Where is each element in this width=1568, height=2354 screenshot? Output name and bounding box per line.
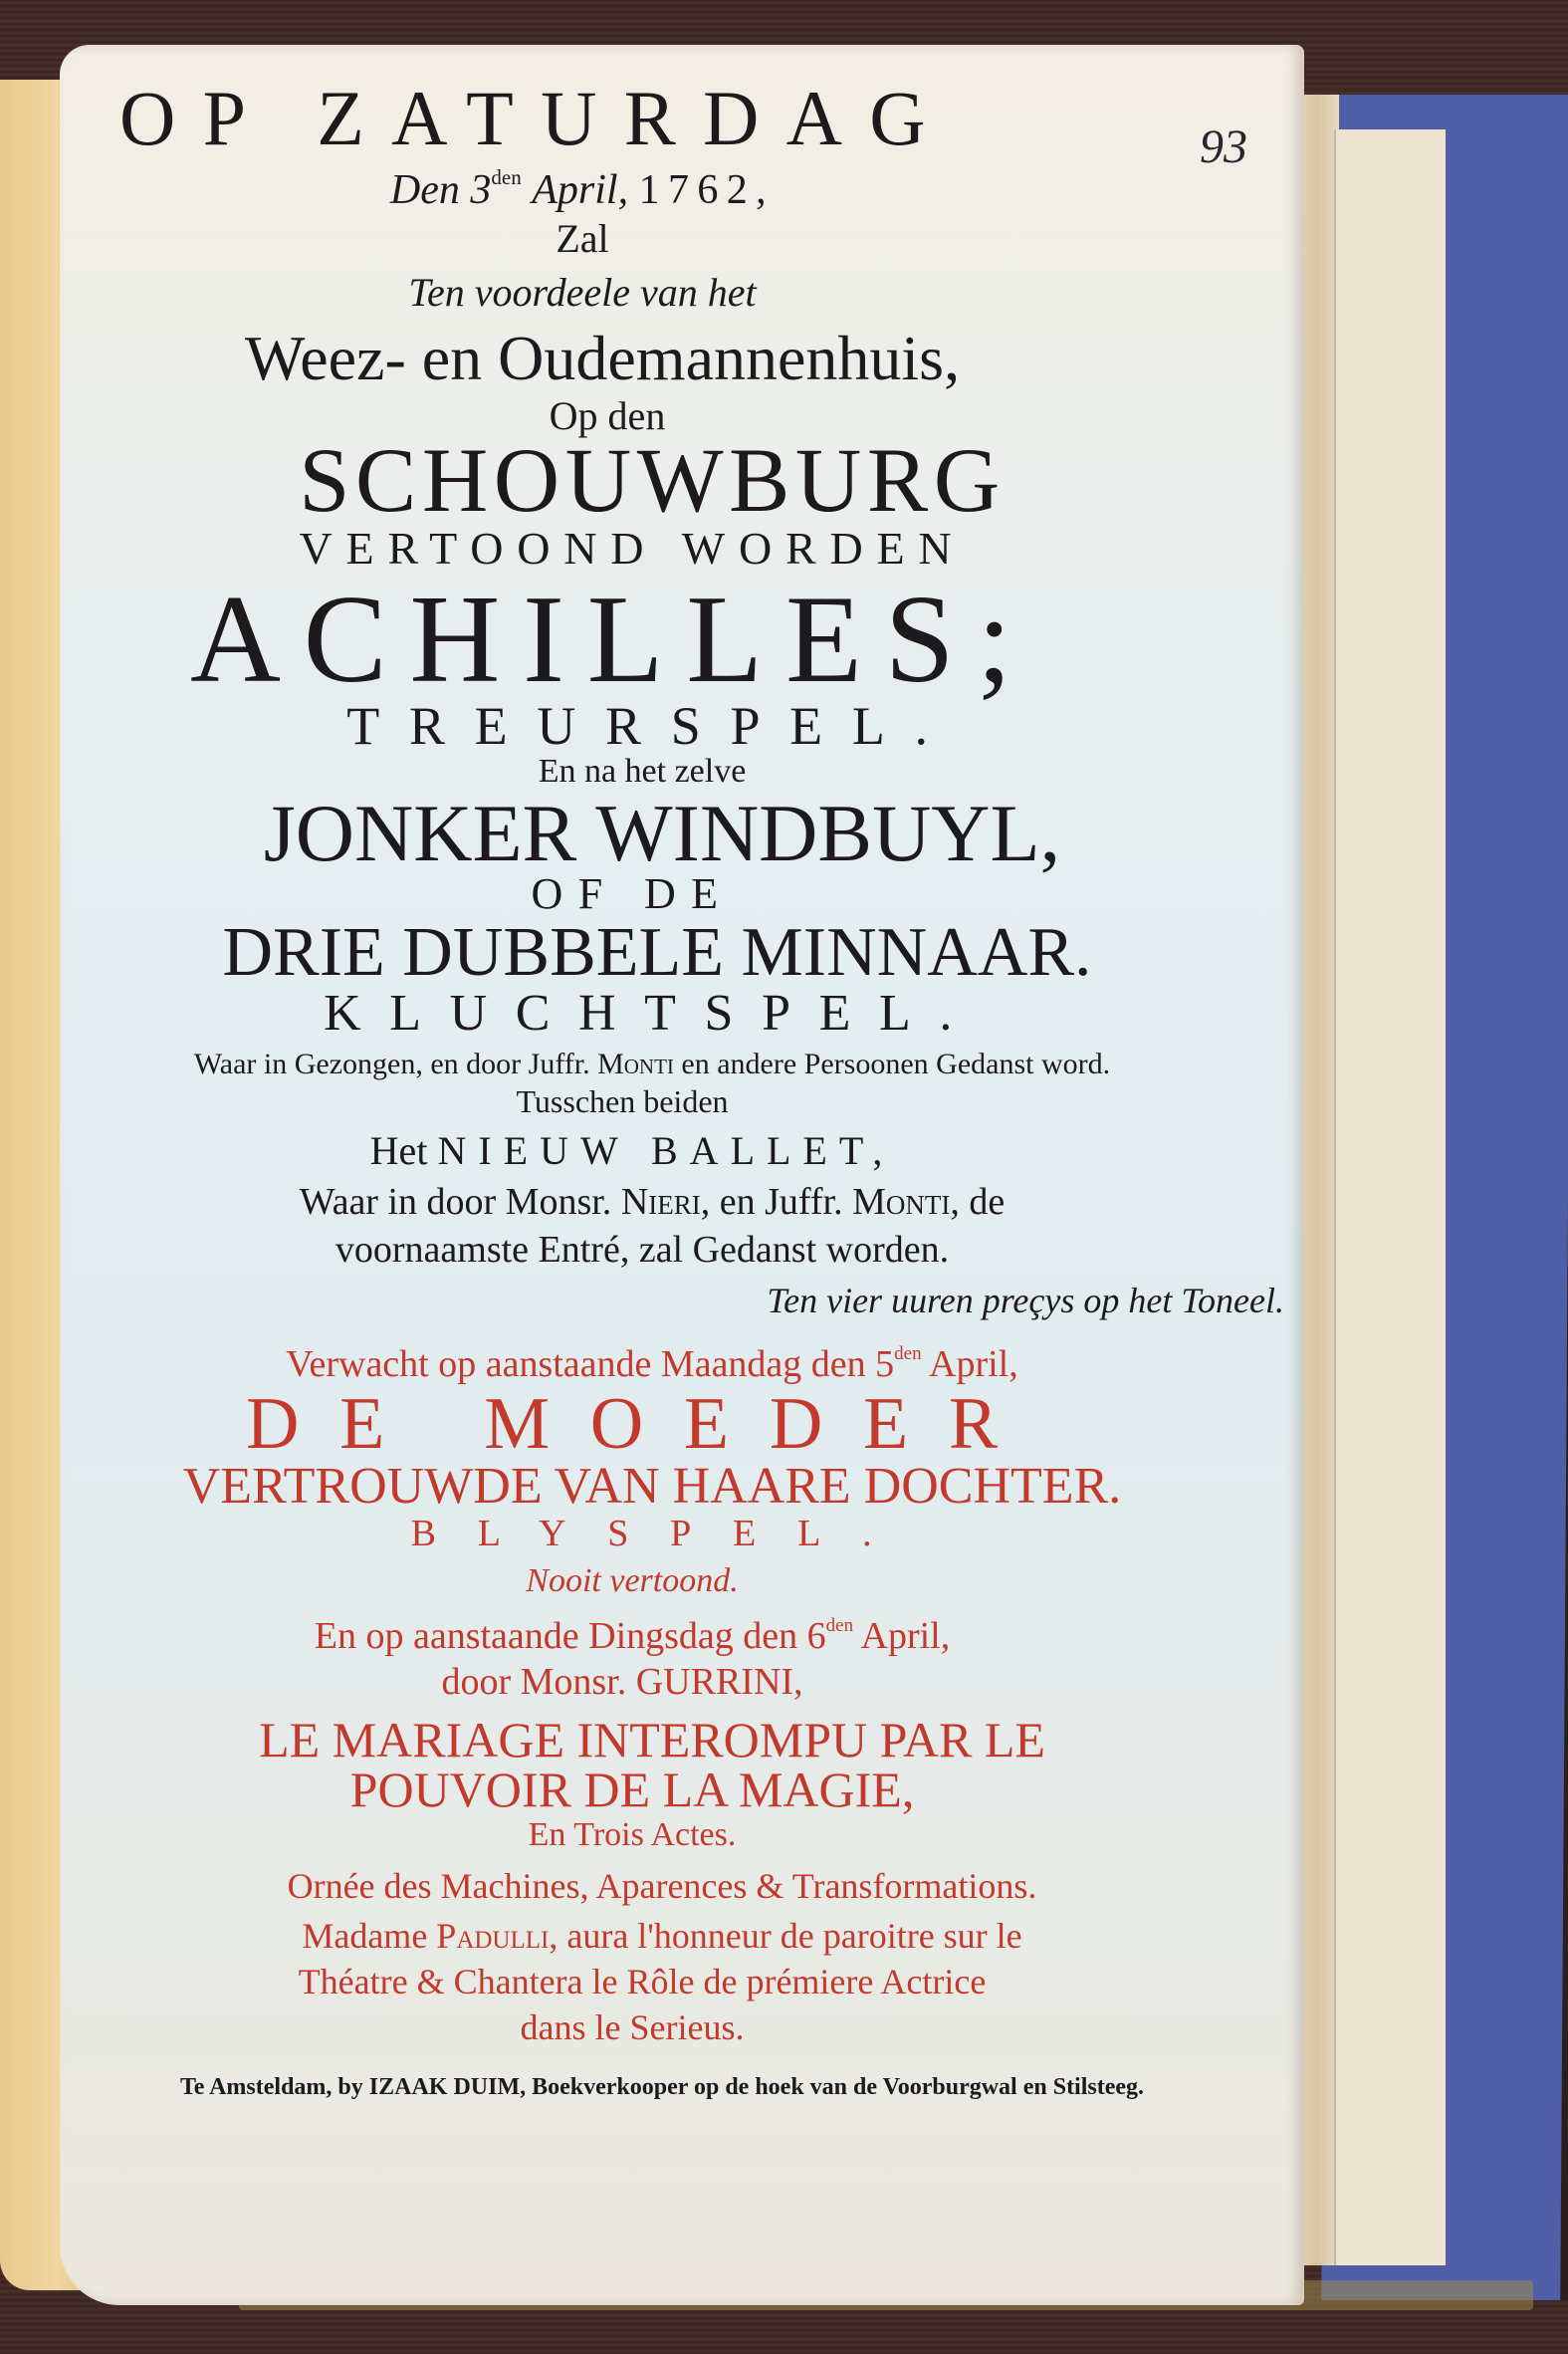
op-den: Op den <box>549 392 666 438</box>
after-line: En na het zelve <box>538 752 747 790</box>
imprint: Te Amsteldam, by IZAAK DUIM, Boekverkooper op de hoek van de Voorburgwal en Stilsteeg. <box>179 2074 1145 2101</box>
padulli-line-3: dans le Serieus. <box>520 2007 745 2048</box>
play4-acts: En Trois Actes. <box>528 1816 737 1854</box>
page-number: 93 <box>1200 120 1247 173</box>
padulli-line-2: Théatre & Chantera le Rôle de prémiere Actrice <box>298 1962 987 2002</box>
play2-genre: KLUCHTSPEL. <box>324 984 981 1042</box>
play1-genre: TREURSPEL. <box>346 695 958 756</box>
expected-line: Verwacht op aanstaande Maandag den $5^{den}$ April, <box>286 1342 1018 1385</box>
date-line: Den $3^{den}$ April, 1762, <box>389 165 776 213</box>
play2-note: Waar in Gezongen, en door Juffr. Monti en andere Persoonen Gedanst word. <box>193 1047 1111 1080</box>
day-heading: OP ZATURDAG <box>119 75 953 161</box>
benefit-line: Ten voordeele van het <box>408 269 757 315</box>
play3-genre: BLYSPEL. <box>410 1512 914 1554</box>
shown-line: VERTOOND WORDEN <box>299 522 966 574</box>
play4-title-2: POUVOIR DE LA MAGIE, <box>349 1762 915 1818</box>
tuesday-line: En op aanstaande Dingsdag den $6^{den}$ April, <box>314 1614 951 1658</box>
play4-title-1: LE MARIAGE INTEROMPU PAR LE <box>259 1712 1045 1768</box>
play2-title: JONKER WINDBUYL, <box>263 787 1061 878</box>
playbill-text <box>60 60 1304 2099</box>
play1-title: ACHILLES; <box>189 570 1035 709</box>
ballet-note-2: voornaamste Entré, zal Gedanst worden. <box>335 1228 950 1271</box>
ballet-note: Waar in door Monsr. Nieri, en Juffr. Monti, de <box>299 1180 1006 1223</box>
padulli-line: Madame Padulli, aura l'honneur de paroitre sur le <box>302 1916 1022 1957</box>
play2-subtitle: DRIE DUBBELE MINNAAR. <box>222 913 1092 991</box>
between-line: Tusschen beiden <box>516 1082 729 1119</box>
ballet-line: Het NIEUW BALLET, <box>369 1127 895 1173</box>
gurrini-line: door Monsr. GURRINI, <box>441 1661 803 1704</box>
play3-subtitle: VERTROUWDE VAN HAARE DOCHTER. <box>182 1457 1122 1515</box>
zal: Zal <box>556 215 609 261</box>
play2-of-de: OF DE <box>531 868 734 918</box>
venue: SCHOUWBURG <box>299 428 1006 531</box>
play4-note: Ornée des Machines, Aparences & Transformations. <box>287 1866 1037 1907</box>
institution: Weez- en Oudemannenhuis, <box>244 322 961 393</box>
time-line: Ten vier uuren preçys op het Toneel. <box>767 1280 1284 1320</box>
never-shown: Nooit vertoond. <box>526 1561 739 1599</box>
play3-title: DE MOEDER <box>246 1382 1038 1465</box>
back-leaf <box>1334 129 1446 2265</box>
